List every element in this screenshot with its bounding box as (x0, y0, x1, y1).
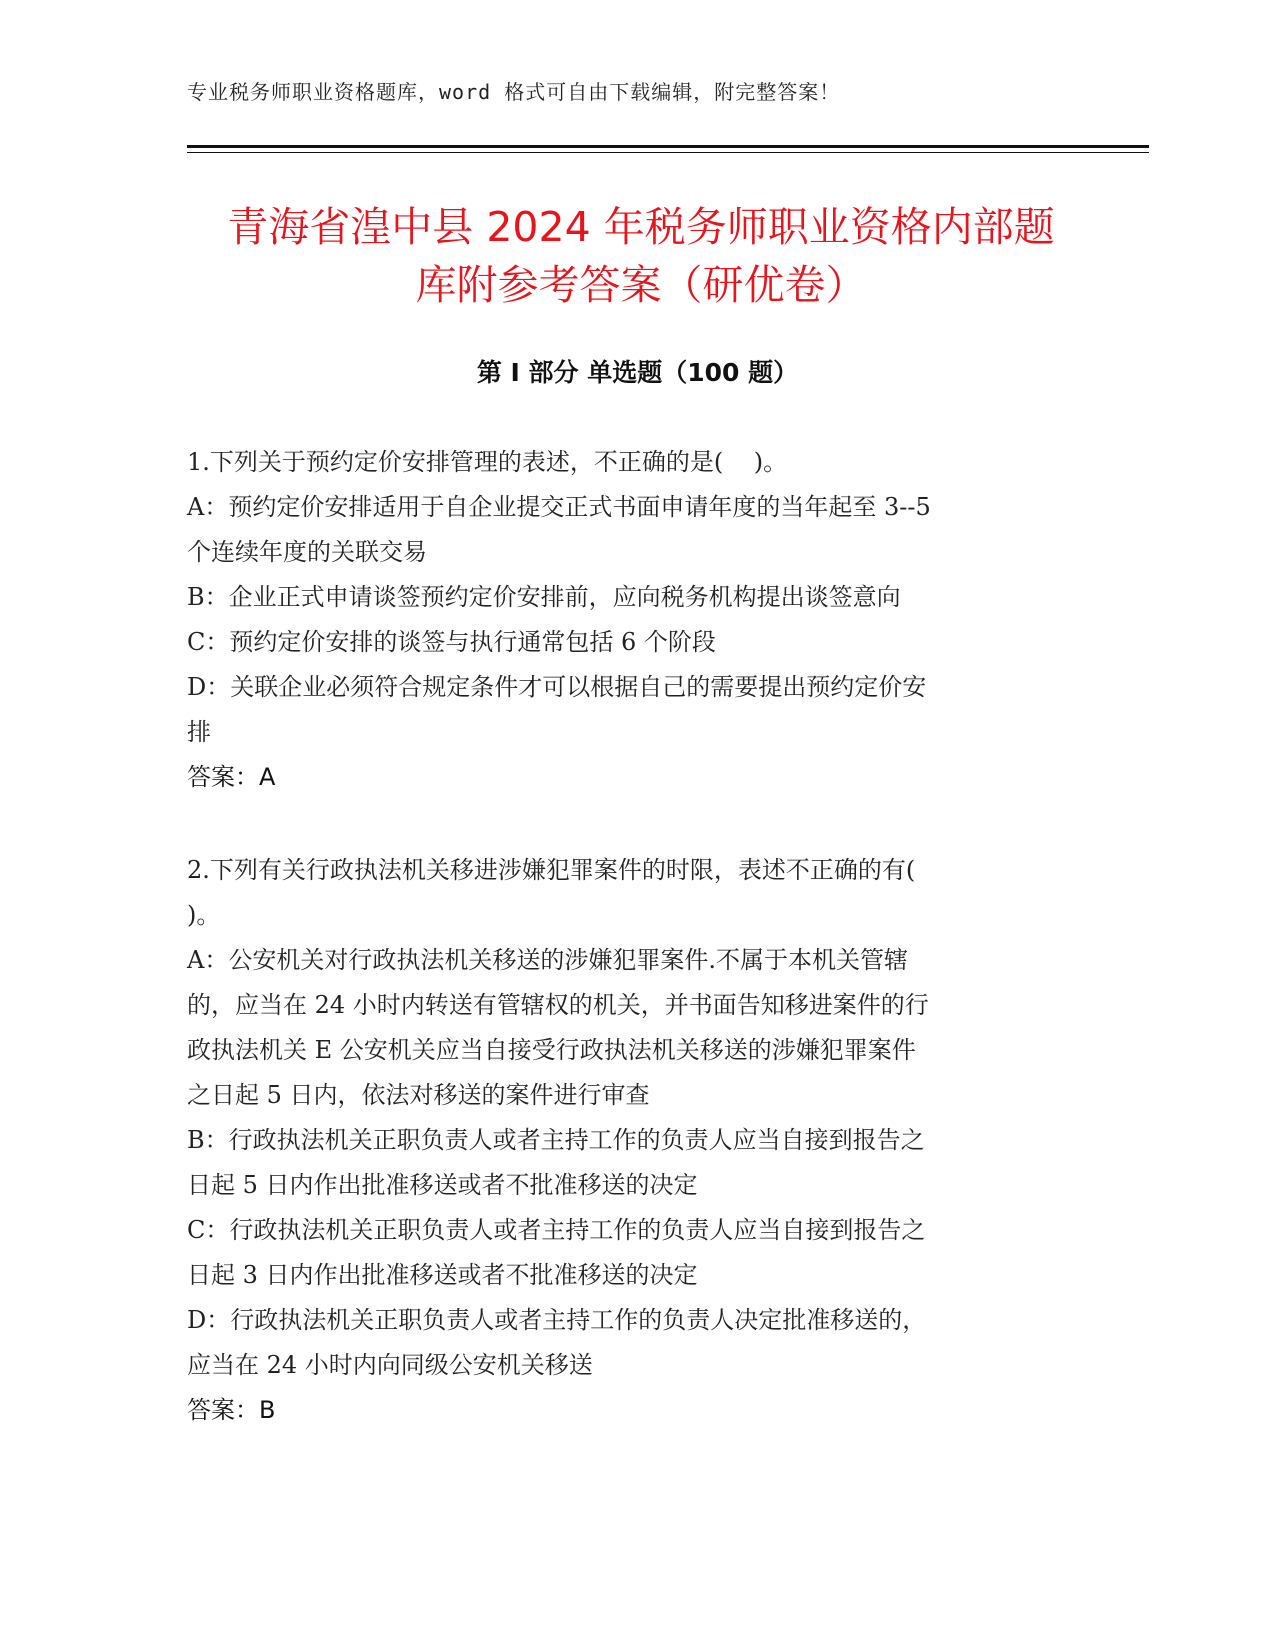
header-note: 专业税务师职业资格题库，word 格式可自由下载编辑，附完整答案！ (187, 80, 841, 104)
document-title (160, 198, 1122, 314)
title-line-1: 青海省湟中县 2024 年税务师职业资格内部题 (227, 203, 1055, 251)
header-rule-thin (187, 152, 1149, 153)
option-line: 个连续年度的关联交易 (187, 538, 427, 566)
option-a (187, 938, 1077, 1118)
option-line: 排 (187, 718, 211, 746)
question-stem: 2.下列有关行政执法机关移进涉嫌犯罪案件的时限，表述不正确的有( (187, 856, 916, 884)
option-line: 日起 5 日内作出批准移送或者不批准移送的决定 (187, 1171, 698, 1199)
answer-label: 答案：B (187, 1396, 276, 1424)
option-line: A：公安机关对行政执法机关移送的涉嫌犯罪案件.不属于本机关管辖 (187, 946, 908, 974)
header-rule-thick (187, 145, 1149, 148)
option-c (187, 1208, 1077, 1298)
option-line: C：行政执法机关正职负责人或者主持工作的负责人应当自接到报告之 (187, 1216, 926, 1244)
section-heading: 第 I 部分 单选题（100 题） (476, 358, 799, 387)
option-d (187, 665, 1077, 755)
answer-label: 答案：A (187, 763, 276, 791)
option-b (187, 575, 1077, 620)
option-line: B：行政执法机关正职负责人或者主持工作的负责人应当自接到报告之 (187, 1126, 925, 1154)
question-stem: )。 (187, 901, 221, 929)
question-2 (187, 848, 1077, 1433)
question-1 (187, 440, 1077, 800)
option-line: D：行政执法机关正职负责人或者主持工作的负责人决定批准移送的， (187, 1306, 927, 1334)
option-a (187, 485, 1077, 575)
question-stem: 1.下列关于预约定价安排管理的表述，不正确的是( )。 (187, 448, 788, 476)
option-line: 应当在 24 小时内向同级公安机关移送 (187, 1351, 593, 1379)
option-line: 的，应当在 24 小时内转送有管辖权的机关，并书面告知移进案件的行 (187, 991, 929, 1019)
option-c (187, 620, 1077, 665)
option-line: C：预约定价安排的谈签与执行通常包括 6 个阶段 (187, 628, 716, 656)
option-line: 之日起 5 日内，依法对移送的案件进行审查 (187, 1081, 650, 1109)
option-line: 日起 3 日内作出批准移送或者不批准移送的决定 (187, 1261, 698, 1289)
title-line-2: 库附参考答案（研优卷） (415, 261, 867, 309)
option-line: D：关联企业必须符合规定条件才可以根据自己的需要提出预约定价安 (187, 673, 927, 701)
option-b (187, 1118, 1077, 1208)
option-d (187, 1298, 1077, 1388)
option-line: 政执法机关 E 公安机关应当自接受行政执法机关移送的涉嫌犯罪案件 (187, 1036, 916, 1064)
option-line: A：预约定价安排适用于自企业提交正式书面申请年度的当年起至 3--5 (187, 493, 931, 521)
option-line: B：企业正式申请谈签预约定价安排前，应向税务机构提出谈签意向 (187, 583, 901, 611)
